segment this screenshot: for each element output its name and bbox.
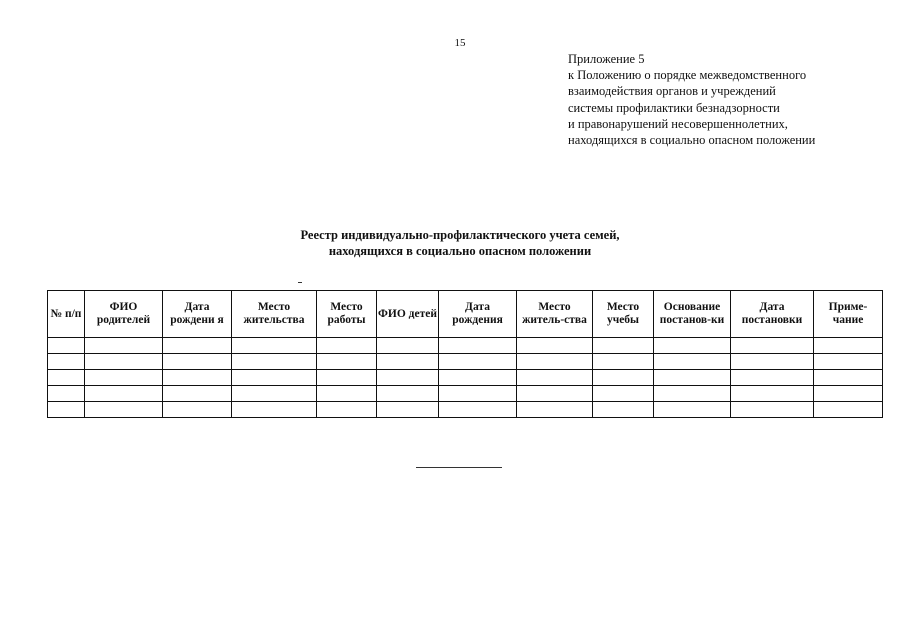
col-header-registration-date: Дата постановки: [731, 291, 814, 338]
table-cell: [517, 402, 593, 418]
table-cell: [85, 402, 163, 418]
table-cell: [377, 338, 439, 354]
col-header-parents-name: ФИО родителей: [85, 291, 163, 338]
footer-rule: [416, 467, 502, 468]
table-row: [48, 386, 883, 402]
registry-body: [48, 338, 883, 418]
table-cell: [85, 354, 163, 370]
table-cell: [814, 338, 883, 354]
table-row: [48, 370, 883, 386]
table-cell: [377, 370, 439, 386]
col-header-children-residence: Место житель-ства: [517, 291, 593, 338]
table-row: [48, 402, 883, 418]
table-cell: [439, 402, 517, 418]
page-number: 15: [454, 37, 466, 49]
table-cell: [517, 370, 593, 386]
document-title: [180, 227, 740, 259]
appendix-note: [568, 51, 898, 148]
table-cell: [317, 386, 377, 402]
table-cell: [232, 338, 317, 354]
table-cell: [593, 354, 654, 370]
table-cell: [731, 386, 814, 402]
appendix-line: взаимодействия органов и учреждений: [568, 84, 776, 99]
col-header-registration-reason: Основание постанов-ки: [654, 291, 731, 338]
table-cell: [814, 402, 883, 418]
table-cell: [439, 354, 517, 370]
title-line-1: Реестр индивидуально-профилактического учета семей,: [300, 228, 620, 242]
table-cell: [232, 386, 317, 402]
table-cell: [163, 386, 232, 402]
table-cell: [48, 354, 85, 370]
table-cell: [377, 354, 439, 370]
table-row: [48, 338, 883, 354]
table-cell: [654, 354, 731, 370]
table-cell: [163, 354, 232, 370]
table-cell: [517, 354, 593, 370]
table-cell: [731, 354, 814, 370]
table-cell: [377, 386, 439, 402]
col-header-school: Место учебы: [593, 291, 654, 338]
table-cell: [85, 386, 163, 402]
appendix-line: к Положению о порядке межведомственного: [568, 68, 807, 83]
table-cell: [593, 402, 654, 418]
table-cell: [814, 370, 883, 386]
table-cell: [163, 370, 232, 386]
table-cell: [48, 402, 85, 418]
table-cell: [232, 370, 317, 386]
table-cell: [654, 338, 731, 354]
table-cell: [48, 338, 85, 354]
appendix-line: находящихся в социально опасном положении: [568, 133, 816, 148]
table-cell: [48, 370, 85, 386]
registry-table: [47, 290, 883, 418]
table-cell: [731, 402, 814, 418]
table-cell: [317, 338, 377, 354]
table-cell: [85, 370, 163, 386]
table-cell: [232, 354, 317, 370]
table-cell: [439, 386, 517, 402]
table-cell: [163, 338, 232, 354]
col-header-parents-birthdate: Дата рождени я: [163, 291, 232, 338]
col-header-residence: Место жительства: [232, 291, 317, 338]
col-header-note: Приме-чание: [814, 291, 883, 338]
table-cell: [232, 402, 317, 418]
col-header-children-birthdate: Дата рождения: [439, 291, 517, 338]
table-cell: [163, 402, 232, 418]
table-cell: [317, 402, 377, 418]
table-cell: [317, 370, 377, 386]
table-cell: [654, 402, 731, 418]
col-header-children-name: ФИО детей: [377, 291, 439, 338]
table-cell: [439, 370, 517, 386]
table-cell: [48, 386, 85, 402]
title-line-2: находящихся в социально опасном положении: [328, 244, 592, 258]
table-cell: [814, 386, 883, 402]
table-cell: [439, 338, 517, 354]
table-row: [48, 354, 883, 370]
dash-mark: [298, 282, 302, 283]
table-cell: [593, 386, 654, 402]
col-header-workplace: Место работы: [317, 291, 377, 338]
appendix-line: Приложение 5: [568, 52, 645, 66]
appendix-line: системы профилактики безнадзорности: [568, 100, 780, 115]
table-cell: [814, 354, 883, 370]
table-cell: [654, 386, 731, 402]
header-row: [48, 291, 883, 338]
table-cell: [85, 338, 163, 354]
table-cell: [731, 370, 814, 386]
col-header-number: № п/п: [48, 291, 85, 338]
table-cell: [377, 402, 439, 418]
table-cell: [593, 370, 654, 386]
table-cell: [654, 370, 731, 386]
table-cell: [593, 338, 654, 354]
table-cell: [517, 338, 593, 354]
table-cell: [517, 386, 593, 402]
appendix-line: и правонарушений несовершеннолетних,: [568, 116, 788, 131]
table-cell: [731, 338, 814, 354]
table-cell: [317, 354, 377, 370]
